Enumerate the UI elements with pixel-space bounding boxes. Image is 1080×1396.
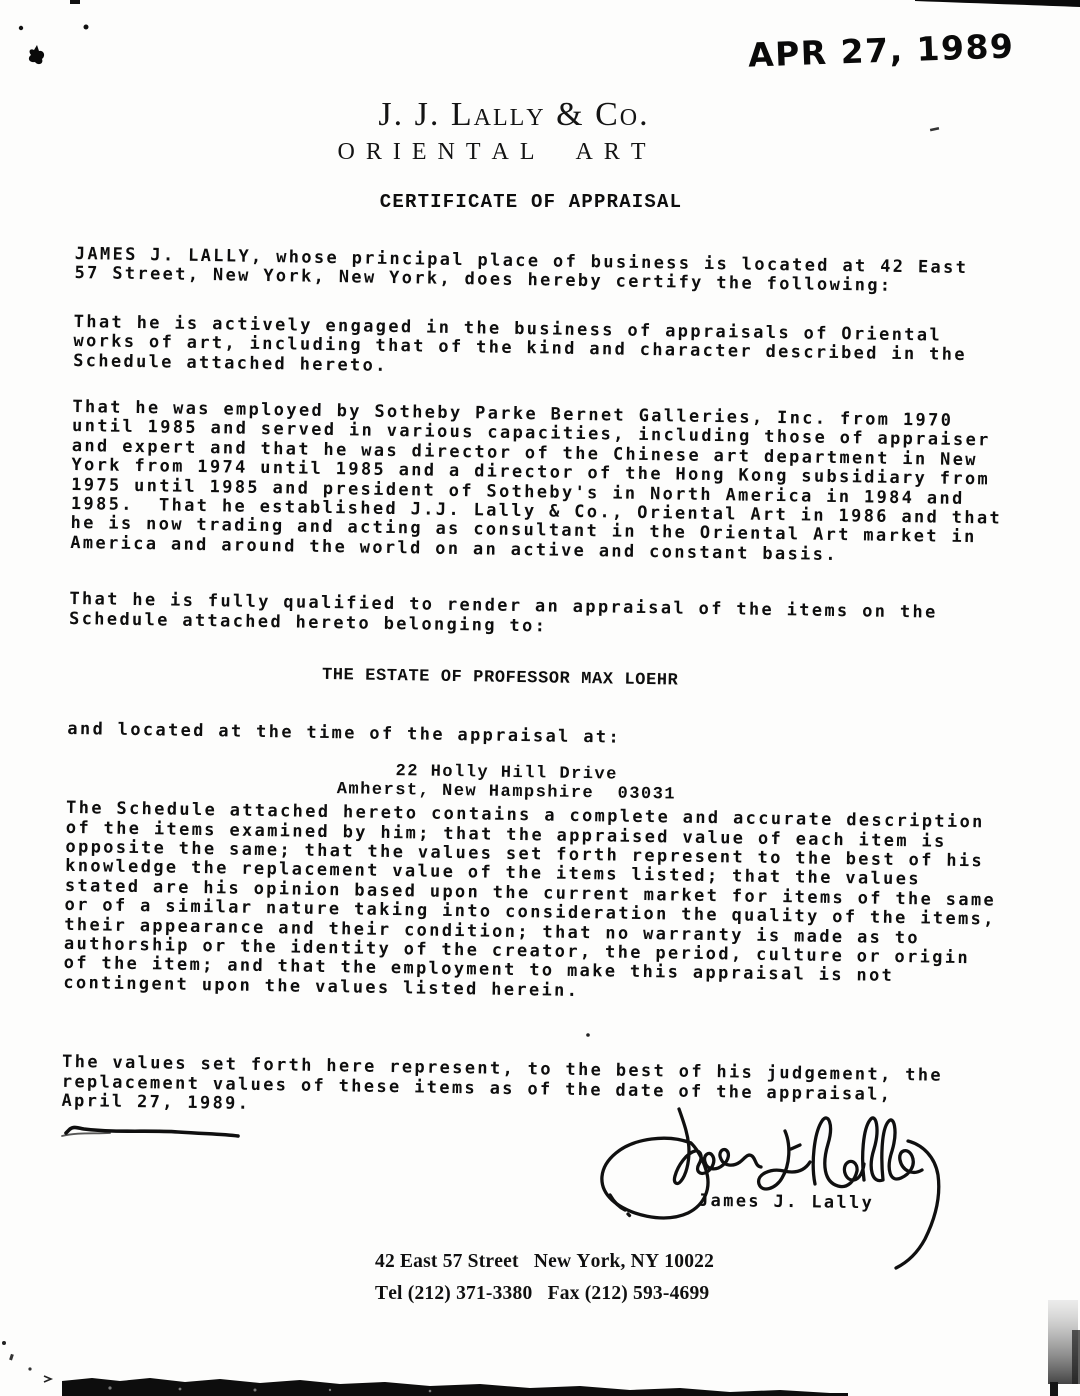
right-edge-dark (1072, 1330, 1080, 1384)
ink-speck (84, 25, 89, 30)
document-title: CERTIFICATE OF APPRAISAL (379, 191, 683, 213)
ink-speck (9, 1354, 14, 1361)
ink-speck (44, 1376, 51, 1382)
handwritten-date: APR 27, 1989 (747, 26, 1016, 75)
located-line: and located at the time of the appraisal at: (67, 718, 622, 748)
footer-address: 42 East 57 Street New York, NY 10022 (375, 1251, 715, 1272)
top-right-streak (915, 0, 1080, 7)
paragraph-intro: JAMES J. LALLY, whose principal place of business is located at 42 East 57 Street, New York, New York, does hereby certify the following: (74, 243, 969, 297)
paragraph-engaged: That he is actively engaged in the business of appraisals of Oriental works of art, including that of the kind and character described in the Schedule attached hereto. (72, 311, 968, 376)
ink-speck (586, 1033, 590, 1037)
estate-name: THE ESTATE OF PROFESSOR MAX LOEHR (321, 666, 679, 691)
signature-typed-name: James J. Lally (697, 1190, 875, 1214)
ink-speck (19, 26, 23, 30)
letterhead-company-name: J. J. Lally & Co. (378, 96, 650, 133)
ink-blob (29, 45, 44, 64)
paragraph-career: That he was employed by Sotheby Parke Bernet Galleries, Inc. from 1970 until 1985 and served in various capacities, including those of appraiser and expert and that he was director of the Chinese art department in New York from 1974 until 1985 and a director of the Hong Kong subsidiary from 1975 until 1985 and president of Sotheby's in North America in 1984 and 1985. That he established J.J. Lally & Co., Oriental Art in 1986 and that he is now trading and acting as consultant in the Oriental Art market in America and around the world on an active and constant basis. (70, 397, 1003, 565)
paragraph-qualified: That he is fully qualified to render an appraisal of the items on the Schedule attached hereto belonging to: (68, 589, 938, 637)
top-edge-notch (70, 0, 80, 4)
footer-contact: Tel (212) 371-3380 Fax (212) 593-4699 (375, 1283, 710, 1304)
right-edge-corner (1050, 1382, 1058, 1396)
ink-speck (28, 1367, 31, 1370)
ink-dash (930, 127, 939, 131)
paragraph-schedule-terms: The Schedule attached hereto contains a complete and accurate description of the items examined by him; that the appraised value of each item is opposite the same; that the values set forth represent to the best of his knowledge the replacement value of the items listed; that the values stated are his opinion based upon the current market for items of the same or of a similar nature taking into consideration the quality of the items, their appearance and their condition; that no warranty is made as to authorship or the identity of the creator, the period, culture or origin of the item; and that the employment to make this appraisal is not contingent upon the values listed herein. (63, 798, 997, 1001)
paragraph-closing: The values set forth here represent, to the best of his judgement, the replacement values of these items as of the date of the appraisal, April 27, 1989. (61, 1052, 944, 1114)
bottom-scan-band (62, 1378, 848, 1396)
letterhead-division: ORIENTAL ART (337, 139, 657, 165)
ink-speck (2, 1341, 6, 1345)
appraisal-address: 22 Holly Hill Drive Amherst, New Hampshire 03031 (336, 762, 677, 805)
